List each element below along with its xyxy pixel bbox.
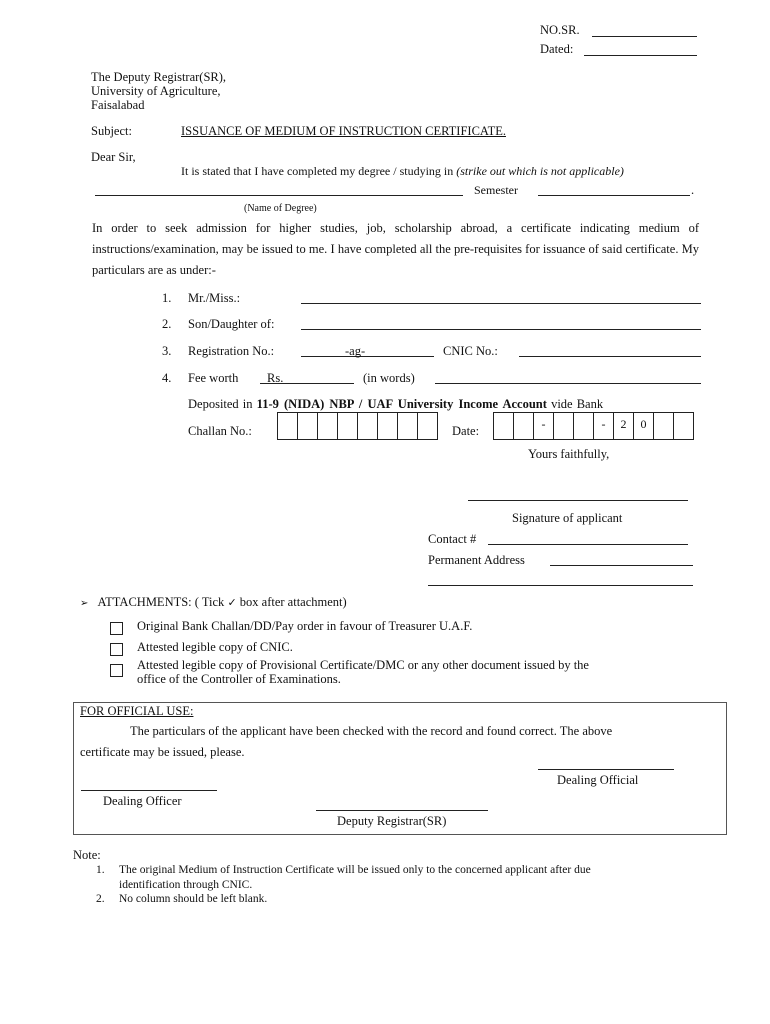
deputy-registrar-signature[interactable] — [316, 810, 488, 811]
attachment-checkbox-challan[interactable] — [110, 622, 123, 635]
subject-text: ISSUANCE OF MEDIUM OF INSTRUCTION CERTIFICATE. — [181, 124, 506, 138]
item4-num: 4. — [162, 371, 172, 385]
challan-number-boxes[interactable] — [277, 412, 438, 440]
signature-label: Signature of applicant — [512, 511, 623, 525]
attachment-item-cnic: Attested legible copy of CNIC. — [137, 640, 293, 654]
semester-field[interactable] — [538, 195, 690, 196]
date-box[interactable] — [513, 413, 533, 439]
attachments-heading-suffix: box after attachment) — [239, 595, 347, 609]
note2-text: No column should be left blank. — [119, 893, 268, 905]
address-field-1[interactable] — [550, 565, 693, 566]
challan-box[interactable] — [278, 413, 297, 439]
registration-infix: -ag- — [345, 344, 366, 358]
fee-in-words-field[interactable] — [435, 383, 701, 384]
cnic-label: CNIC No.: — [443, 344, 498, 358]
date-box[interactable]: - — [533, 413, 553, 439]
degree-name-caption: (Name of Degree) — [244, 203, 317, 214]
parent-name-field[interactable] — [301, 329, 701, 330]
challan-box[interactable] — [357, 413, 377, 439]
yours-faithfully: Yours faithfully, — [528, 447, 610, 461]
date-box[interactable] — [573, 413, 593, 439]
challan-box[interactable] — [337, 413, 357, 439]
date-box[interactable] — [653, 413, 673, 439]
date-boxes[interactable] — [493, 412, 694, 440]
deposited-account: 11-9 (NIDA) NBP / UAF University Income Account — [256, 397, 547, 411]
intro-text — [181, 164, 624, 179]
item1-label: Mr./Miss.: — [188, 291, 241, 305]
note1-line1: The original Medium of Instruction Certificate will be issued only to the concerned applicant after due — [119, 864, 591, 876]
dated-field[interactable] — [584, 55, 697, 56]
signature-field[interactable] — [468, 500, 688, 501]
attachment-checkbox-cnic[interactable] — [110, 643, 123, 656]
note1-num: 1. — [96, 864, 105, 876]
official-heading: FOR OFFICIAL USE: — [80, 704, 194, 718]
date-box[interactable] — [494, 413, 513, 439]
date-box[interactable]: - — [593, 413, 613, 439]
address-field-2[interactable] — [428, 585, 693, 586]
deposited-prefix: Deposited in — [188, 397, 253, 411]
challan-box[interactable] — [317, 413, 337, 439]
attachment-item-certificate-line1: Attested legible copy of Provisional Certificate/DMC or any other document issued by the — [137, 658, 589, 672]
challan-box[interactable] — [397, 413, 417, 439]
note-heading: Note: — [73, 848, 101, 862]
date-box[interactable] — [553, 413, 573, 439]
date-box[interactable]: 2 — [613, 413, 633, 439]
dealing-official-signature[interactable] — [538, 769, 674, 770]
arrow-bullet-icon: ➢ — [80, 598, 89, 609]
challan-box[interactable] — [417, 413, 437, 439]
attachments-heading-prefix: ATTACHMENTS: ( Tick — [97, 595, 225, 609]
deputy-registrar-label: Deputy Registrar(SR) — [337, 814, 447, 828]
item3-num: 3. — [162, 344, 172, 358]
intro-statement: It is stated that I have completed my degree / studying in — [181, 164, 454, 178]
degree-caption: . — [691, 183, 695, 197]
cnic-field[interactable] — [519, 356, 701, 357]
dealing-officer-signature[interactable] — [81, 790, 217, 791]
addressee-line1: The Deputy Registrar(SR), — [91, 70, 227, 84]
registration-field[interactable] — [301, 356, 434, 357]
addressee-line3: Faisalabad — [91, 98, 145, 112]
dealing-officer-label: Dealing Officer — [103, 794, 182, 808]
contact-field[interactable] — [488, 544, 688, 545]
addressee-line2: University of Agriculture, — [91, 84, 221, 98]
name-field[interactable] — [301, 303, 701, 304]
challan-box[interactable] — [297, 413, 317, 439]
official-line1: The particulars of the applicant have been checked with the record and found correct. The above — [130, 724, 613, 738]
item3-label: Registration No.: — [188, 344, 275, 358]
date-box[interactable] — [673, 413, 693, 439]
item4-label: Fee worth — [188, 371, 239, 385]
item2-num: 2. — [162, 317, 172, 331]
rs-label: Rs. — [267, 371, 284, 385]
address-label: Permanent Address — [428, 553, 525, 567]
official-use-section — [73, 702, 727, 835]
dated-label: Dated: — [540, 42, 574, 56]
in-words-label: (in words) — [363, 371, 415, 385]
dealing-official-label: Dealing Official — [557, 773, 639, 787]
deposited-line — [188, 397, 603, 412]
intro-note: (strike out which is not applicable) — [456, 164, 624, 178]
challan-label: Challan No.: — [188, 424, 252, 438]
attachment-item-certificate-line2: office of the Controller of Examinations. — [137, 672, 341, 686]
salutation: Dear Sir, — [91, 150, 136, 164]
date-box[interactable]: 0 — [633, 413, 653, 439]
attachment-checkbox-certificate[interactable] — [110, 664, 123, 677]
no-sr-label: NO.SR. — [540, 23, 580, 37]
note1-line2: identification through CNIC. — [119, 879, 253, 891]
semester-label: Semester — [474, 183, 518, 197]
body-paragraph: In order to seek admission for higher studies, job, scholarship abroad, a certificate indicating medium of instructions/examination, may be issued to me. I have completed all the pre-requisites for issuance of said certificate. My particulars are as under:- — [92, 221, 699, 277]
official-line2: certificate may be issued, please. — [80, 745, 245, 759]
degree-name-field[interactable] — [95, 195, 463, 196]
deposited-suffix: vide Bank — [551, 397, 604, 411]
date-label: Date: — [452, 424, 480, 438]
subject-label: Subject: — [91, 124, 132, 138]
challan-box[interactable] — [377, 413, 397, 439]
contact-label: Contact # — [428, 532, 477, 546]
tick-icon: ✓ — [227, 596, 237, 609]
item2-label: Son/Daughter of: — [188, 317, 275, 331]
note2-num: 2. — [96, 893, 105, 905]
attachments-heading — [80, 595, 347, 610]
item1-num: 1. — [162, 291, 172, 305]
attachment-item-challan: Original Bank Challan/DD/Pay order in favour of Treasurer U.A.F. — [137, 619, 473, 633]
no-sr-field[interactable] — [592, 36, 697, 37]
